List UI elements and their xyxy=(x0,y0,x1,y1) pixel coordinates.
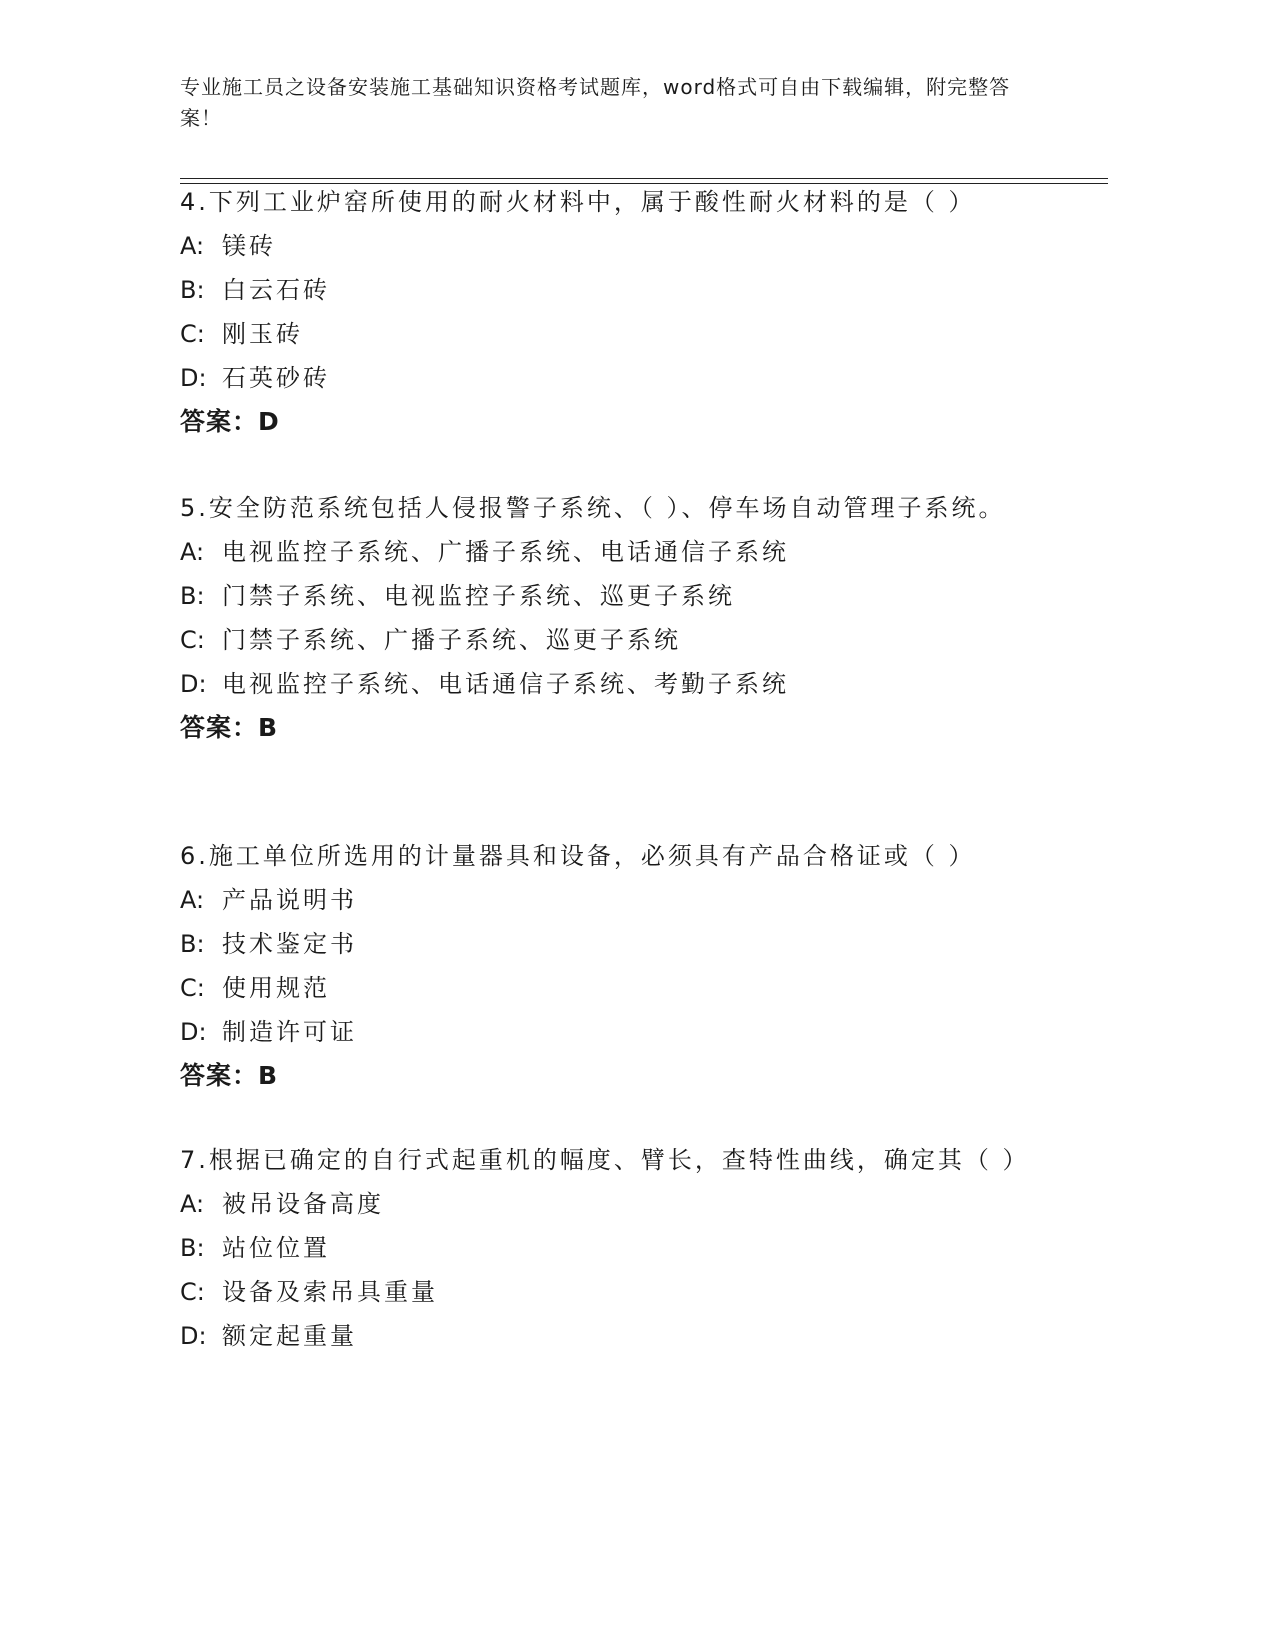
option-a xyxy=(180,224,1050,268)
option-letter: A: xyxy=(180,538,205,566)
question-6 xyxy=(180,834,1050,1098)
option-text: 门禁子系统、广播子系统、巡更子系统 xyxy=(222,626,681,654)
question-7 xyxy=(180,1138,1050,1358)
question-4 xyxy=(180,180,1050,444)
option-letter: D: xyxy=(180,670,207,698)
option-text: 镁砖 xyxy=(222,232,276,260)
option-letter: D: xyxy=(180,1322,207,1350)
option-d xyxy=(180,1010,1050,1054)
option-b xyxy=(180,1226,1050,1270)
option-a xyxy=(180,878,1050,922)
option-b xyxy=(180,268,1050,312)
option-letter: C: xyxy=(180,626,205,654)
answer-label: 答案：D xyxy=(180,407,280,436)
question-stem: 6.施工单位所选用的计量器具和设备，必须具有产品合格证或（ ） xyxy=(180,842,976,870)
option-letter: D: xyxy=(180,1018,207,1046)
option-letter: B: xyxy=(180,1234,205,1262)
option-letter: A: xyxy=(180,886,205,914)
option-text: 被吊设备高度 xyxy=(222,1190,384,1218)
question-stem: 7.根据已确定的自行式起重机的幅度、臂长，查特性曲线，确定其（ ） xyxy=(180,1146,1030,1174)
option-b xyxy=(180,922,1050,966)
option-b xyxy=(180,574,1050,618)
option-letter: A: xyxy=(180,232,205,260)
option-letter: B: xyxy=(180,930,205,958)
option-a xyxy=(180,530,1050,574)
option-c xyxy=(180,966,1050,1010)
answer-label: 答案：B xyxy=(180,713,279,742)
option-letter: C: xyxy=(180,974,205,1002)
option-text: 制造许可证 xyxy=(222,1018,357,1046)
option-text: 使用规范 xyxy=(222,974,330,1002)
option-letter: C: xyxy=(180,320,205,348)
option-letter: D: xyxy=(180,364,207,392)
option-text: 设备及索吊具重量 xyxy=(222,1278,438,1306)
question-stem: 5.安全防范系统包括人侵报警子系统、（ ）、停车场自动管理子系统。 xyxy=(180,494,1006,522)
document-header: 专业施工员之设备安装施工基础知识资格考试题库，word格式可自由下载编辑，附完整答案！ xyxy=(180,75,1011,130)
option-letter: B: xyxy=(180,582,205,610)
option-letter: A: xyxy=(180,1190,205,1218)
answer-label: 答案：B xyxy=(180,1061,279,1090)
option-text: 刚玉砖 xyxy=(222,320,303,348)
option-text: 门禁子系统、电视监控子系统、巡更子系统 xyxy=(222,582,735,610)
option-letter: B: xyxy=(180,276,205,304)
question-5 xyxy=(180,486,1050,750)
option-text: 石英砂砖 xyxy=(222,364,330,392)
option-text: 站位位置 xyxy=(222,1234,330,1262)
option-c xyxy=(180,1270,1050,1314)
option-text: 产品说明书 xyxy=(222,886,357,914)
option-d xyxy=(180,1314,1050,1358)
option-text: 电视监控子系统、电话通信子系统、考勤子系统 xyxy=(222,670,789,698)
option-text: 额定起重量 xyxy=(222,1322,357,1350)
option-c xyxy=(180,312,1050,356)
option-text: 电视监控子系统、广播子系统、电话通信子系统 xyxy=(222,538,789,566)
option-letter: C: xyxy=(180,1278,205,1306)
option-a xyxy=(180,1182,1050,1226)
option-text: 白云石砖 xyxy=(222,276,330,304)
option-d xyxy=(180,356,1050,400)
option-c xyxy=(180,618,1050,662)
option-d xyxy=(180,662,1050,706)
question-stem: 4.下列工业炉窑所使用的耐火材料中，属于酸性耐火材料的是（ ） xyxy=(180,188,976,216)
option-text: 技术鉴定书 xyxy=(222,930,357,958)
